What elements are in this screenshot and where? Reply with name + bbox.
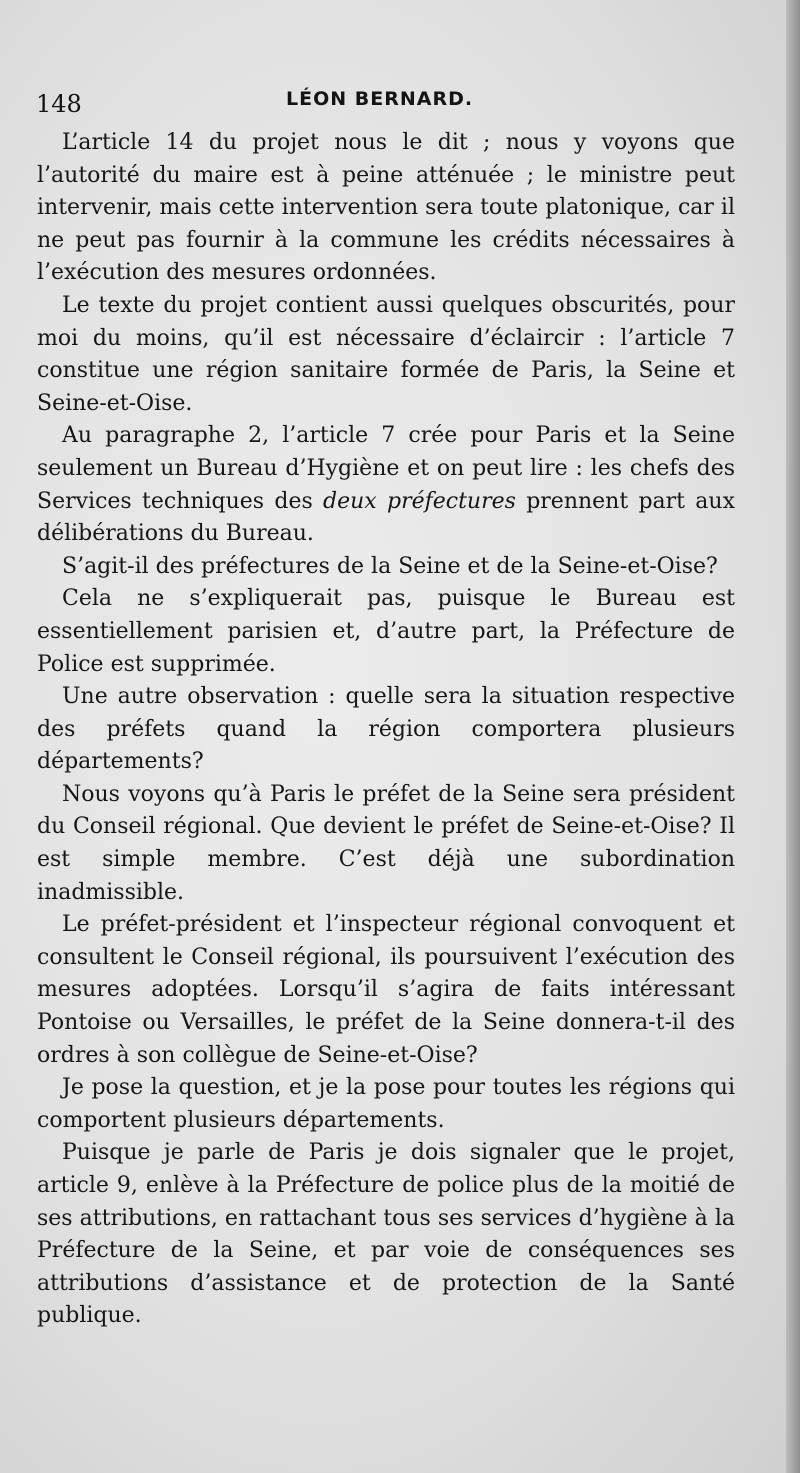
paragraph: L’article 14 du projet nous le dit ; nous y voyons que l’autorité du maire est à peine atténuée ; le ministre peut intervenir, mais cette intervention sera toute platonique, car il ne peut pas fournir à la commune les crédits nécessaires à l’exécution des mesures ordonnées. — [37, 130, 735, 286]
paragraph: S’agit-il des préfectures de la Seine et de la Seine-et-Oise? — [62, 553, 718, 579]
paragraph: Nous voyons qu’à Paris le préfet de la Seine sera président du Conseil régional. Que devient le préfet de Seine-et-Oise? Il est simple membre. C’est déjà une subordination inadmissible. — [37, 781, 735, 905]
page-number: 148 — [36, 90, 82, 118]
paragraph-text: Au paragraphe 2, l’article 7 crée pour Paris et la Seine seulement un Bureau d’Hygiène et on peut lire : les chefs des Services techniques des — [37, 423, 735, 514]
paragraph: Le texte du projet contient aussi quelques obscurités, pour moi du moins, qu’il est nécessaire d’éclaircir : l’article 7 constitue une région sanitaire formée de Paris, la Seine et Seine-et-Oise. — [37, 292, 735, 416]
page-header — [36, 86, 736, 122]
page-edge-shadow — [786, 0, 800, 1473]
paragraph: Je pose la question, et je la pose pour toutes les régions qui comportent plusieurs départements. — [37, 1075, 735, 1133]
paragraph: Le préfet-président et l’inspecteur régional convoquent et consultent le Conseil régional, ils poursuivent l’exécution des mesures adoptées. Lorsqu’il s’agira de faits intéressant Pontoise ou Versailles, le préfet de la Seine donnera-t-il des ordres à son collègue de Seine-et-Oise? — [37, 912, 735, 1068]
paragraph: Une autre observation : quelle sera la situation respective des préfets quand la région comportera plusieurs départements? — [37, 684, 735, 775]
paragraph: Cela ne s’expliquerait pas, puisque le Bureau est essentiellement parisien et, d’autre part, la Préfecture de Police est supprimée. — [37, 586, 735, 677]
paragraph: Puisque je parle de Paris je dois signaler que le projet, article 9, enlève à la Préfecture de police plus de la moitié de ses attributions, en rattachant tous ses services d’hygiène à la Préfecture de la Seine, et par voie de conséquences ses attributions d’assistance et de protection de la Santé publique. — [37, 1140, 735, 1329]
running-head: LÉON BERNARD. — [286, 88, 474, 110]
paragraph — [37, 420, 735, 550]
body-text — [37, 127, 735, 1333]
emphasized-text: deux préfectures — [323, 488, 516, 514]
paragraph-text: prennent part aux délibérations du Bureau. — [37, 488, 735, 547]
